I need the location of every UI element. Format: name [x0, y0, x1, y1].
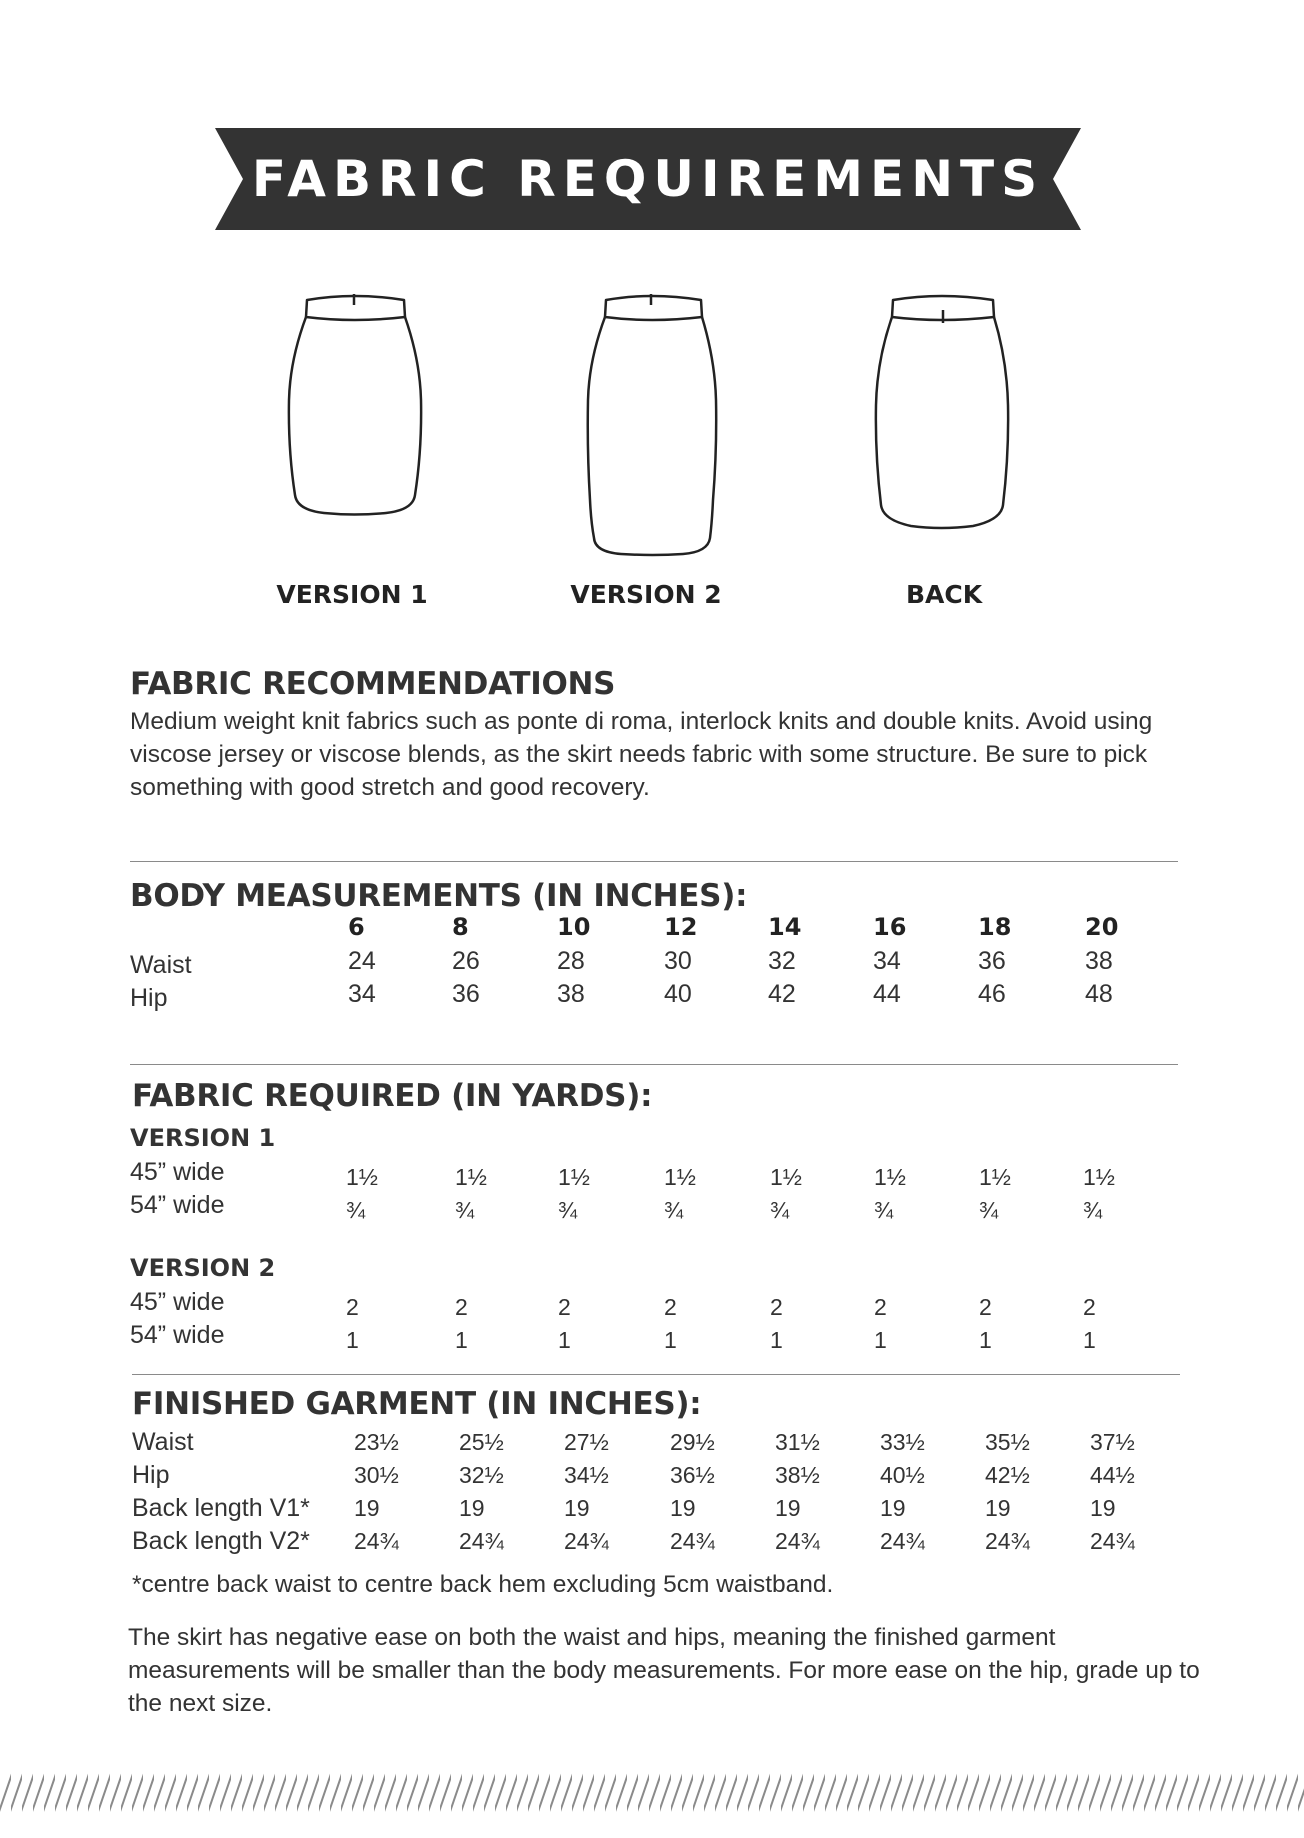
table-cell: 34½	[564, 1462, 609, 1488]
table-cell: 27½	[564, 1429, 609, 1455]
table-cell: 36½	[670, 1462, 715, 1488]
table-cell: 38	[1085, 947, 1113, 975]
table-cell: 24	[348, 947, 376, 975]
table-cell: ¾	[770, 1197, 790, 1223]
skirt-version-1-icon	[284, 290, 426, 520]
divider	[132, 1374, 1180, 1375]
table-cell: 2	[664, 1294, 677, 1320]
table-cell: 2	[455, 1294, 468, 1320]
size-header: 10	[557, 913, 591, 941]
version-2-label: VERSION 2	[570, 580, 722, 609]
table-cell: 48	[1085, 980, 1113, 1008]
footnote: *centre back waist to centre back hem excluding 5cm waistband.	[132, 1571, 834, 1598]
table-cell: 42½	[985, 1462, 1030, 1488]
row-label: 54” wide	[130, 1321, 225, 1349]
table-cell: 19	[1090, 1495, 1116, 1521]
row-label: Back length V2*	[132, 1527, 310, 1555]
table-cell: 32	[768, 947, 796, 975]
size-header: 20	[1085, 913, 1119, 941]
table-cell: 2	[1083, 1294, 1096, 1320]
table-cell: 34	[873, 947, 901, 975]
table-cell: 26	[452, 947, 480, 975]
table-cell: 1½	[979, 1164, 1011, 1190]
table-cell: 1½	[346, 1164, 378, 1190]
table-cell: 1	[346, 1327, 359, 1353]
table-cell: 1	[558, 1327, 571, 1353]
table-cell: 24¾	[564, 1528, 609, 1554]
skirt-version-2-icon	[581, 290, 723, 560]
table-cell: 1	[979, 1327, 992, 1353]
size-header: 12	[664, 913, 698, 941]
table-cell: 29½	[670, 1429, 715, 1455]
finished-garment-heading: FINISHED GARMENT (IN INCHES):	[132, 1386, 702, 1422]
table-cell: 1½	[558, 1164, 590, 1190]
table-cell: 2	[558, 1294, 571, 1320]
table-cell: 1½	[874, 1164, 906, 1190]
back-label: BACK	[905, 580, 983, 609]
table-cell: 1	[874, 1327, 887, 1353]
body-measurements-heading: BODY MEASUREMENTS (IN INCHES):	[130, 878, 748, 914]
table-cell: 1½	[770, 1164, 802, 1190]
table-cell: 1½	[1083, 1164, 1115, 1190]
size-header: 18	[978, 913, 1012, 941]
table-cell: 31½	[775, 1429, 820, 1455]
fabric-recommendations-text: Medium weight knit fabrics such as ponte di roma, interlock knits and double knits. Avoid using viscose jersey or viscose blends, as the skirt needs fabric with some structure. Be sure to pick something with good stretch and good recovery.	[130, 708, 1153, 801]
table-cell: 36	[978, 947, 1006, 975]
table-cell: 46	[978, 980, 1006, 1008]
table-cell: 24¾	[880, 1528, 925, 1554]
row-label: Waist	[130, 951, 192, 979]
row-label: Waist	[132, 1428, 194, 1456]
table-cell: ¾	[346, 1197, 366, 1223]
table-cell: 2	[346, 1294, 359, 1320]
table-cell: 19	[775, 1495, 801, 1521]
table-cell: 24¾	[354, 1528, 399, 1554]
table-cell: 36	[452, 980, 480, 1008]
table-cell: 1	[770, 1327, 783, 1353]
hatch-pattern-decoration	[0, 1768, 1304, 1838]
table-cell: 2	[979, 1294, 992, 1320]
table-cell: 24¾	[775, 1528, 820, 1554]
table-cell: 33½	[880, 1429, 925, 1455]
row-label: 45” wide	[130, 1158, 225, 1186]
row-label: Back length V1*	[132, 1494, 310, 1522]
table-cell: 19	[459, 1495, 485, 1521]
table-cell: 30	[664, 947, 692, 975]
table-cell: ¾	[455, 1197, 475, 1223]
table-cell: 42	[768, 980, 796, 1008]
skirt-back-icon	[871, 290, 1013, 535]
table-cell: 19	[354, 1495, 380, 1521]
ease-note: The skirt has negative ease on both the waist and hips, meaning the finished garment measurements will be smaller than the body measurements. For more ease on the hip, grade up to the next size.	[128, 1624, 1200, 1717]
table-cell: 1	[664, 1327, 677, 1353]
table-cell: 28	[557, 947, 585, 975]
table-cell: 19	[670, 1495, 696, 1521]
table-cell: ¾	[979, 1197, 999, 1223]
table-cell: 24¾	[670, 1528, 715, 1554]
table-cell: 24¾	[459, 1528, 504, 1554]
table-cell: 1	[1083, 1327, 1096, 1353]
table-cell: ¾	[558, 1197, 578, 1223]
row-label: 45” wide	[130, 1288, 225, 1316]
divider	[130, 1064, 1178, 1065]
version-sublabel: VERSION 1	[130, 1124, 276, 1152]
table-cell: 2	[874, 1294, 887, 1320]
fabric-recommendations-heading: FABRIC RECOMMENDATIONS	[130, 666, 616, 702]
size-header: 6	[348, 913, 365, 941]
table-cell: 37½	[1090, 1429, 1135, 1455]
table-cell: 1	[455, 1327, 468, 1353]
row-label: Hip	[130, 984, 168, 1012]
divider	[130, 861, 1178, 862]
table-cell: 30½	[354, 1462, 399, 1488]
table-cell: 19	[880, 1495, 906, 1521]
fabric-required-heading: FABRIC REQUIRED (IN YARDS):	[132, 1078, 653, 1114]
table-cell: 24¾	[1090, 1528, 1135, 1554]
table-cell: ¾	[874, 1197, 894, 1223]
table-cell: 24¾	[985, 1528, 1030, 1554]
row-label: 54” wide	[130, 1191, 225, 1219]
table-cell: 40	[664, 980, 692, 1008]
table-cell: 32½	[459, 1462, 504, 1488]
size-header: 14	[768, 913, 802, 941]
table-cell: ¾	[664, 1197, 684, 1223]
table-cell: 38	[557, 980, 585, 1008]
table-cell: 40½	[880, 1462, 925, 1488]
size-header: 8	[452, 913, 469, 941]
table-cell: ¾	[1083, 1197, 1103, 1223]
table-cell: 44½	[1090, 1462, 1135, 1488]
row-label: Hip	[132, 1461, 170, 1489]
table-cell: 34	[348, 980, 376, 1008]
table-cell: 19	[564, 1495, 590, 1521]
table-cell: 23½	[354, 1429, 399, 1455]
table-cell: 1½	[455, 1164, 487, 1190]
table-cell: 35½	[985, 1429, 1030, 1455]
size-header: 16	[873, 913, 907, 941]
table-cell: 19	[985, 1495, 1011, 1521]
table-cell: 1½	[664, 1164, 696, 1190]
table-cell: 2	[770, 1294, 783, 1320]
version-1-label: VERSION 1	[276, 580, 428, 609]
page-title: FABRIC REQUIREMENTS	[251, 150, 1045, 208]
table-cell: 44	[873, 980, 901, 1008]
version-sublabel: VERSION 2	[130, 1254, 276, 1282]
table-cell: 25½	[459, 1429, 504, 1455]
table-cell: 38½	[775, 1462, 820, 1488]
